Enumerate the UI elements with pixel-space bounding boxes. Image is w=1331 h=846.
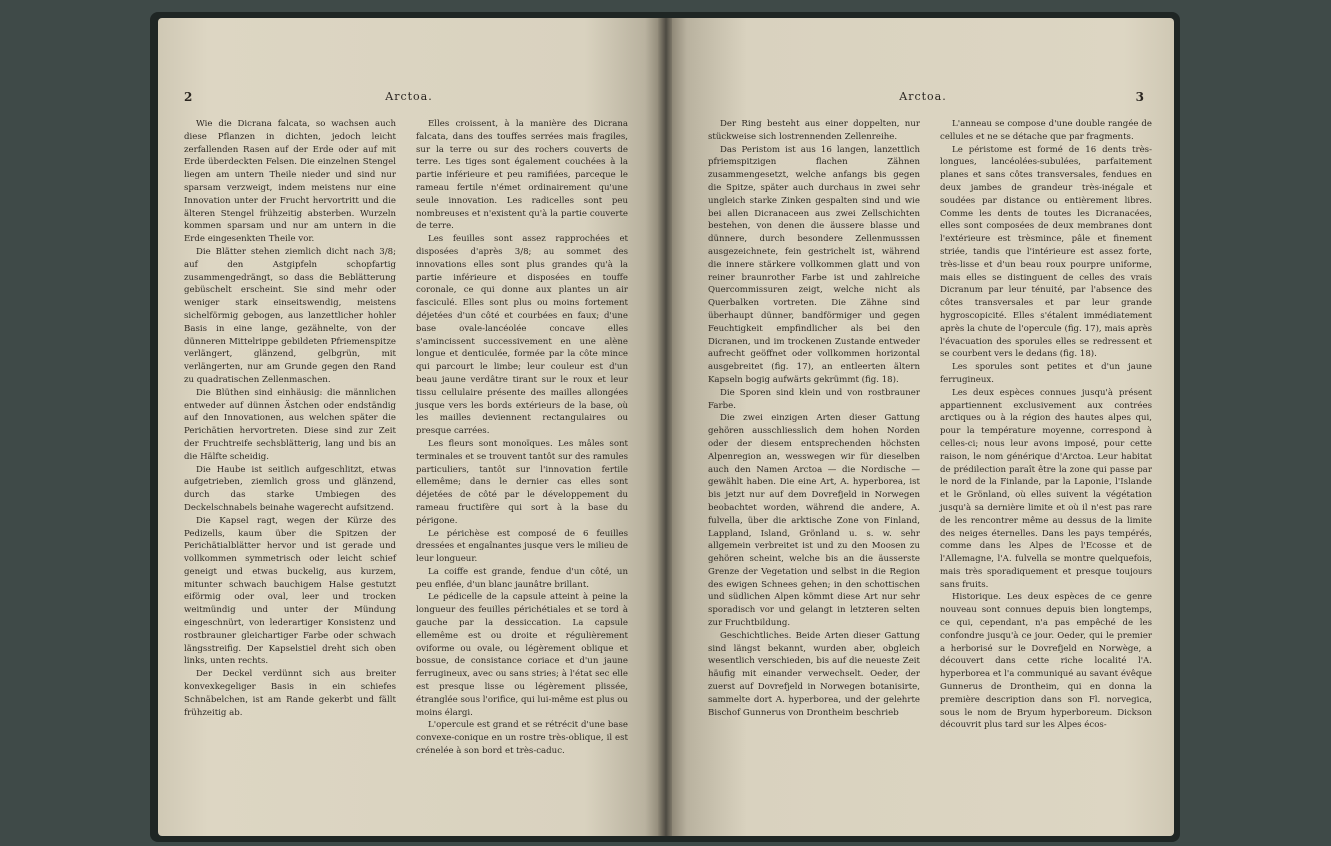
paragraph: Elles croissent, à la manière des Dicrana falcata, dans des touffes serrées mais fragiles, sur la terre ou sur des rochers couverts de terre. Les tiges sont également couchées à la partie inférieure et peu ramifiées, parceque le rameau fertile n'émet ordinairement qu'une seule innovation. Les radicelles sont peu nombreuses et n'existent qu'à la partie couverte de terre. (416, 119, 628, 232)
paragraph: Der Ring besteht aus einer doppelten, nur stückweise sich lostrennenden Zellenreihe. (708, 119, 920, 142)
right-page-number: 3 (1135, 90, 1144, 104)
paragraph: Les sporules sont petites et d'un jaune ferrugineux. (940, 362, 1152, 385)
left-page-number: 2 (184, 90, 193, 104)
paragraph: Geschichtliches. Beide Arten dieser Gattung sind längst bekannt, wurden aber, obgleich wesentlich verschieden, bis auf die neueste Zeit häufig mit einander verwechselt. Oeder, der zuerst auf Dovrefjeld in Norwegen botanisirte, sammelte dort A. hyperborea, und der gelehrte Bischof Gunnerus von Drontheim beschrieb (708, 630, 920, 718)
paragraph: Die Kapsel ragt, wegen der Kürze des Pedizells, kaum über die Spitzen der Perichätialblätter hervor und ist gerade und vollkommen symmetrisch oder leicht schief geneigt und etwas buckelig, aus kurzem, mitunter schwach bauchigem Halse gestutzt eiförmig oder oval, leer und trocken weitmündig und unter der Mündung eingeschnürt, von lederartiger Konsistenz und rostbrauner gleichartiger Farbe oder schwach längsstreifig. Der Kapselstiel dreht sich oben links, unten rechts. (184, 515, 396, 667)
paragraph: Die Blätter stehen ziemlich dicht nach 3/8; auf den Astgipfeln schopfartig zusammengedrängt, so dass die Beblätterung gebüschelt erscheint. Sie sind mehr oder weniger stark einseitswendig, meistens sichelförmig gebogen, aus lanzettlicher hohler Basis in eine lange, gezähnelte, von der dünneren Mittelrippe gebildeten Pfriemenspitze verlängert, glänzend, gelbgrün, mit verlängerten, nur am Grunde gegen den Rand zu quadratischen Zellenmaschen. (184, 246, 396, 385)
right-running-head: Arctoa. (899, 90, 947, 103)
paragraph: La coiffe est grande, fendue d'un côté, un peu enflée, d'un blanc jaunâtre brillant. (416, 566, 628, 590)
paragraph: Die Sporen sind klein und von rostbrauner Farbe. (708, 387, 920, 411)
paragraph: Die zwei einzigen Arten dieser Gattung gehören ausschliesslich dem hohen Norden oder der diesem entsprechenden höchsten Alpenregion an, wesswegen wir für dieselben auch den Namen Arctoa — die Nordische — gewählt haben. Die eine Art, A. hyperborea, ist bis jetzt nur auf dem Dovrefjeld in Norwegen beobachtet worden, während die andere, A. fulvella, über die arktische Zone von Finland, Lappland, Island, Grönland u. s. w. sehr allgemein verbreitet ist und zu den Moosen zu gehören scheint, welche bis an die äusserste Grenze der Vegetation und selbst in die Region des ewigen Schnees gehen; in den schottischen und südlichen Alpen kömmt diese Art nur sehr sporadisch vor und gelangt in letzteren selten zur Fruchtbildung. (708, 413, 920, 629)
paragraph: Les feuilles sont assez rapprochées et disposées d'après 3/8; au sommet des innovations elles sont plus grandes qu'à la partie inférieure et disposées en touffe coronale, ce qui donne aux plantes un air fasciculé. Elles sont plus ou moins fortement déjetées d'un côté et courbées en faux; d'une base ovale-lancéolée concave elles s'amincissent successivement en une alène longue et denticulée, formée par la côte mince qui parcourt le limbe; leur couleur est d'un beau jaune verdâtre tirant sur le roux et leur tissu cellulaire présente des mailles allongées jusque vers les bords extérieurs de la base, où les mailles deviennent rectangulaires ou presque carrées. (416, 234, 628, 437)
paragraph: L'opercule est grand et se rétrécit d'une base convexe-conique en un rostre très-oblique, il est crénelée à son bord et très-caduc. (416, 720, 628, 757)
paragraph: Die Haube ist seitlich aufgeschlitzt, etwas aufgetrieben, ziemlich gross und glänzend, durch das starke Umbiegen des Deckelschnabels beinahe wagerecht aufsitzend. (184, 464, 396, 513)
paragraph: Historique. Les deux espèces de ce genre nouveau sont connues depuis bien longtemps, ce qui, cependant, n'a pas empêché de les confondre jusqu'à ce jour. Oeder, qui le premier a herborisé sur le Dovrefjeld en Norwège, a découvert dans cette riche localité l'A. hyperborea et l'a communiqué au savant évêque Gunnerus de Drontheim, qui en donna la première description dans son Fl. norvegica, sous le nom de Bryum hyperboreum. Dickson découvrit plus tard sur les Alpes écos- (940, 592, 1152, 731)
paragraph: Les fleurs sont monoïques. Les mâles sont terminales et se trouvent tantôt sur des ramules particuliers, tantôt sur l'innovation fertile ellemême; dans le dernier cas elles sont déjetées de côté par le développement du rameau fructifère qui sort à la base du périgone. (416, 438, 628, 526)
paragraph: Le pédicelle de la capsule atteint à peine la longueur des feuilles périchétiales et se tord à gauche par la dessiccation. La capsule ellemême est ou droite et régulièrement oviforme ou ovale, ou légèrement oblique et bossue, de consistance coriace et d'un jaune ferrugineux, avec ou sans stries; à l'état sec elle est presque lisse ou légèrement plissée, étranglée sous l'orifice, qui lui-même est plus ou moins élargi. (416, 592, 628, 718)
paragraph: L'anneau se compose d'une double rangée de cellules et ne se détache que par fragments. (940, 119, 1152, 142)
paragraph: Wie die Dicrana falcata, so wachsen auch diese Pflanzen in dichten, jedoch leicht zerfallenden Rasen auf der Erde oder auf mit Erde überdeckten Felsen. Die einzelnen Stengel liegen am untern Theile nieder und sind nur sparsam verzweigt, indem meistens nur eine Innovation unter der Frucht hervortritt und die älteren Stengel frühzeitig absterben. Wurzeln kommen sparsam und nur am untern in die Erde eingesenkten Theile vor. (184, 119, 396, 245)
left-page (158, 18, 660, 836)
left-page-header (158, 90, 660, 110)
paragraph: Die Blüthen sind einhäusig: die männlichen entweder auf dünnen Ästchen oder endständig auf den Innovationen, aus welchen später die Perichätien hervortreten. Diese sind zur Zeit der Fruchtreife sechsblätterig, lang und bis an die Hälfte scheidig. (184, 387, 396, 462)
paragraph: Das Peristom ist aus 16 langen, lanzettlich pfriemspitzigen flachen Zähnen zusammengesetzt, welche anfangs bis gegen die Spitze, später auch durchaus in zwei sehr ungleich starke Zinken gespalten sind und wie bei allen Dicranaceen aus zwei Zellschichten bestehen, von denen die äussere blasse und dünnere, durch besondere Zellenmusssen ausgezeichnete, fein gestrichelt ist, während die innere stärkere vollkommen glatt und von reiner braunrother Farbe ist und zahlreiche Quercommissuren zeigt, welche nicht als Querbalken vortreten. Die Zähne sind überhaupt dünner, bandförmiger und gegen Feuchtigkeit empfindlicher als bei den Dicranen, und im trockenen Zustande entweder aufrecht geöffnet oder vollkommen horizontal ausgebreitet (fig. 17), an entleerten ältern Kapseln bogig aufwärts gekrümmt (fig. 18). (708, 144, 920, 385)
left-running-head: Arctoa. (385, 90, 433, 103)
right-french-column (940, 118, 1152, 732)
paragraph: Der Deckel verdünnt sich aus breiter konvexkegeliger Basis in ein schiefes Schnäbelchen, ist am Rande gekerbt und fällt frühzeitig ab. (184, 669, 396, 718)
right-german-column (708, 118, 920, 719)
right-page (672, 18, 1174, 836)
paragraph: Le péristome est formé de 16 dents très-longues, lancéolées-subulées, parfaitement planes et sans côtes transversales, fendues en deux jambes de grandeur très-inégale et soudées par distance ou entièrement libres. Comme les dents de toutes les Dicranacées, elles sont composées de deux membranes dont l'extérieure est trèsmince, pâle et finement striée, tandis que l'intérieure est assez forte, très-lisse et d'un beau roux pourpre uniforme, mais elles se distinguent de celles des vrais Dicranum par leur ténuité, par l'absence des côtes transversales et par leur grande hygroscopicité. Elles s'étalent immédiatement après la chute de l'opercule (fig. 17), mais après l'évacuation des sporules elles se redressent et se courbent vers le dedans (fig. 18). (940, 144, 1152, 360)
right-page-header (672, 90, 1174, 110)
paragraph: Le périchèse est composé de 6 feuilles dressées et engaînantes jusque vers le milieu de leur longueur. (416, 528, 628, 565)
left-german-column (184, 118, 396, 719)
left-french-column (416, 118, 628, 758)
paragraph: Les deux espèces connues jusqu'à présent appartiennent exclusivement aux contrées arctiques ou à la région des hautes alpes qui, pour la température moyenne, correspond à celles-ci; nous leur avons imposé, pour cette raison, le nom générique d'Arctoa. Leur habitat de prédilection paraît être la zone qui passe par le nord de la Finlande, par la Laponie, l'Islande et le Grönland, où elles suivent la végétation jusqu'à sa dernière limite et où il n'est pas rare de les rencontrer même au dessus de la limite des neiges éternelles. Dans les pays tempérés, comme dans les Alpes de l'Ecosse et de l'Allemagne, l'A. fulvella se montre quelquefois, mais très sporadiquement et presque toujours sans fruits. (940, 387, 1152, 590)
